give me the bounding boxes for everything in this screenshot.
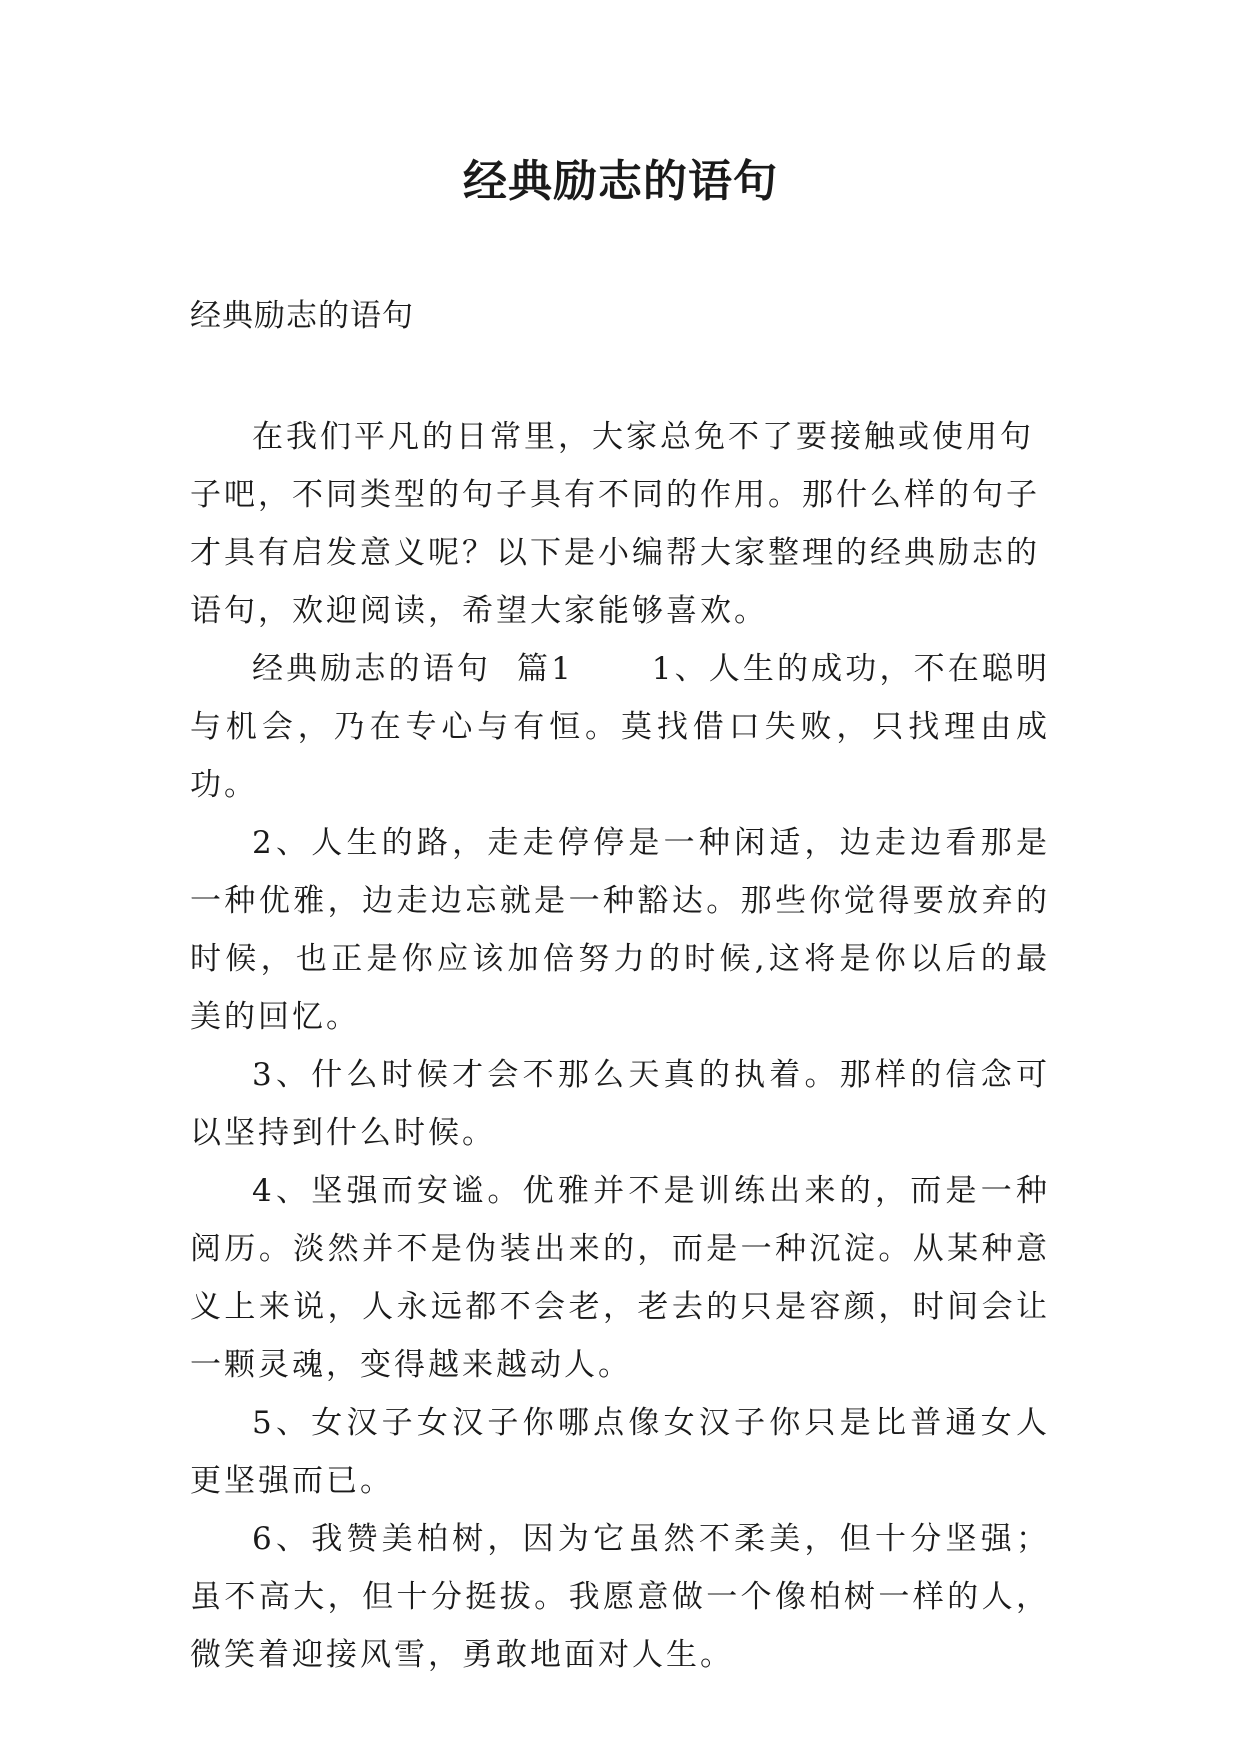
document-body bbox=[190, 408, 1050, 1684]
paragraph-item-6: 6、我赞美柏树，因为它虽然不柔美，但十分坚强；虽不高大，但十分挺拔。我愿意做一个像柏树一样的人，微笑着迎接风雪，勇敢地面对人生。 bbox=[190, 1521, 1050, 1673]
paragraph-item-3: 3、什么时候才会不那么天真的执着。那样的信念可以坚持到什么时候。 bbox=[190, 1057, 1050, 1151]
document-subtitle: 经典励志的语句 bbox=[190, 298, 414, 334]
paragraph-item-5: 5、女汉子女汉子你哪点像女汉子你只是比普通女人更坚强而已。 bbox=[190, 1405, 1050, 1499]
paragraph-intro: 在我们平凡的日常里，大家总免不了要接触或使用句子吧，不同类型的句子具有不同的作用。那什么样的句子才具有启发意义呢？以下是小编帮大家整理的经典励志的语句，欢迎阅读，希望大家能够喜欢。 bbox=[190, 419, 1040, 629]
paragraph-section-1: 经典励志的语句 篇1 1、人生的成功，不在聪明与机会，乃在专心与有恒。莫找借口失败，只找理由成功。 bbox=[190, 651, 1050, 803]
paragraph-item-4: 4、坚强而安谧。优雅并不是训练出来的，而是一种阅历。淡然并不是伪装出来的，而是一种沉淀。从某种意义上来说，人永远都不会老，老去的只是容颜，时间会让一颗灵魂，变得越来越动人。 bbox=[190, 1173, 1050, 1383]
paragraph-item-2: 2、人生的路，走走停停是一种闲适，边走边看那是一种优雅，边走边忘就是一种豁达。那些你觉得要放弃的时候，也正是你应该加倍努力的时候,这将是你以后的最美的回忆。 bbox=[190, 825, 1050, 1035]
page-title: 经典励志的语句 bbox=[463, 156, 778, 207]
